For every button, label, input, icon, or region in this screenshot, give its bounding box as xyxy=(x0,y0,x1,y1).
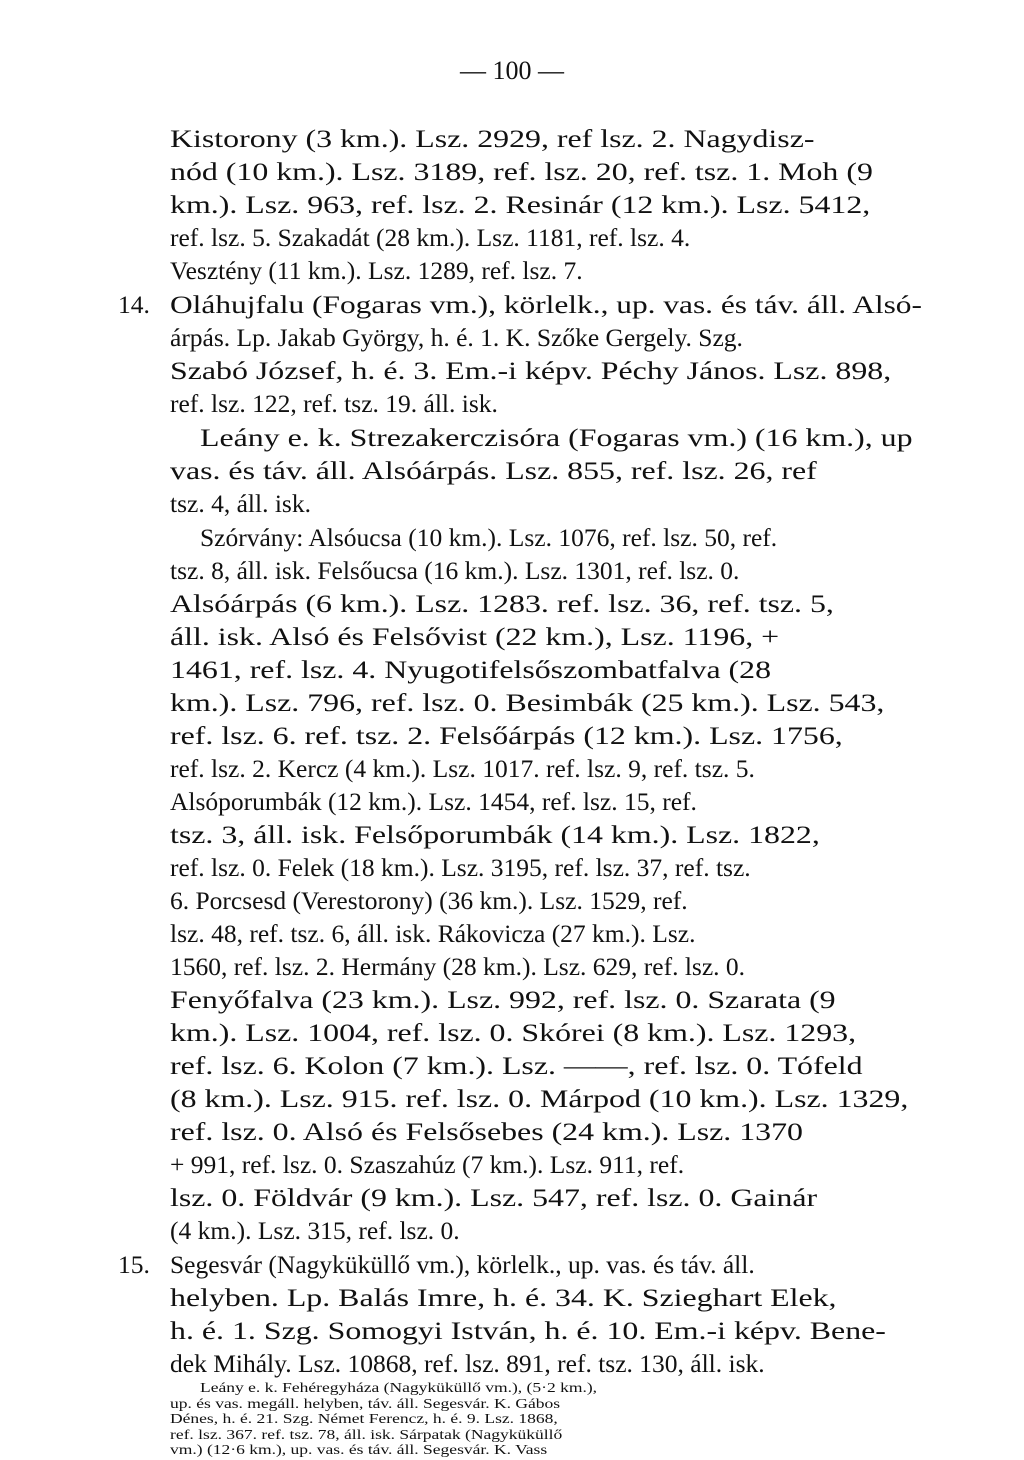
text-line: Szabó József, h. é. 3. Em.-i képv. Péchy János. Lsz. 898, xyxy=(170,356,892,385)
text-line: 6. Porcsesd (Verestorony) (36 km.). Lsz. 1529, ref. xyxy=(170,886,688,915)
text-line: Fenyőfalva (23 km.). Lsz. 992, ref. lsz. 0. Szarata (9 xyxy=(170,985,836,1014)
entry-number: 15. xyxy=(118,1250,150,1279)
text-line: Dénes, h. é. 21. Szg. Német Ferencz, h. é. 9. Lsz. 1868, xyxy=(170,1412,558,1428)
text-line: ref. lsz. 367. ref. tsz. 78, áll. isk. Sárpatak (Nagyküküllő xyxy=(170,1427,563,1443)
text-line: lsz. 0. Földvár (9 km.). Lsz. 547, ref. lsz. 0. Gainár xyxy=(170,1183,818,1212)
text-line: Szórvány: Alsóucsa (10 km.). Lsz. 1076, ref. lsz. 50, ref. xyxy=(200,523,778,552)
text-line: ref. lsz. 5. Szakadát (28 km.). Lsz. 1181, ref. lsz. 4. xyxy=(170,223,691,252)
text-line: Leány e. k. Strezakerczisóra (Fogaras vm.) (16 km.), up xyxy=(200,423,913,452)
text-line: ref. lsz. 0. Alsó és Felsősebes (24 km.). Lsz. 1370 xyxy=(170,1117,803,1146)
text-line: Segesvár (Nagyküküllő vm.), körlelk., up. vas. és táv. áll. xyxy=(170,1250,755,1279)
text-line: + 991, ref. lsz. 0. Szaszahúz (7 km.). Lsz. 911, ref. xyxy=(170,1150,685,1179)
text-line: 1560, ref. lsz. 2. Hermány (28 km.). Lsz. 629, ref. lsz. 0. xyxy=(170,952,746,981)
text-line: lsz. 48, ref. tsz. 6, áll. isk. Rákovicza (27 km.). Lsz. xyxy=(170,919,696,948)
text-line: tsz. 4, áll. isk. xyxy=(170,489,311,518)
text-line: Leány e. k. Fehéregyháza (Nagyküküllő vm.), (5·2 km.), xyxy=(200,1381,598,1396)
text-line: ref. lsz. 122, ref. tsz. 19. áll. isk. xyxy=(170,389,498,418)
text-line: tsz. 8, áll. isk. Felsőucsa (16 km.). Lsz. 1301, ref. lsz. 0. xyxy=(170,556,740,585)
text-line: nód (10 km.). Lsz. 3189, ref. lsz. 20, ref. tsz. 1. Moh (9 xyxy=(170,157,873,186)
text-line: ref. lsz. 6. Kolon (7 km.). Lsz. ——, ref. lsz. 0. Tófeld xyxy=(170,1051,863,1080)
text-line: áll. isk. Alsó és Felsővist (22 km.), Lsz. 1196, + xyxy=(170,622,780,651)
text-line: (4 km.). Lsz. 315, ref. lsz. 0. xyxy=(170,1216,460,1245)
text-line: dek Mihály. Lsz. 10868, ref. lsz. 891, ref. tsz. 130, áll. isk. xyxy=(170,1349,765,1378)
text-line: Vesztény (11 km.). Lsz. 1289, ref. lsz. 7. xyxy=(170,256,583,285)
text-line: Alsóporumbák (12 km.). Lsz. 1454, ref. lsz. 15, ref. xyxy=(170,787,697,816)
text-line: Alsóárpás (6 km.). Lsz. 1283. ref. lsz. 36, ref. tsz. 5, xyxy=(170,589,834,618)
page-number: — 100 — xyxy=(460,56,564,85)
text-line: km.). Lsz. 796, ref. lsz. 0. Besimbák (25 km.). Lsz. 543, xyxy=(170,688,885,717)
text-line: h. é. 1. Szg. Somogyi István, h. é. 10. Em.-i képv. Bene- xyxy=(170,1316,886,1345)
text-line: tsz. 3, áll. isk. Felsőporumbák (14 km.). Lsz. 1822, xyxy=(170,820,820,849)
text-line: Kistorony (3 km.). Lsz. 2929, ref lsz. 2. Nagydisz- xyxy=(170,124,815,153)
text-line: km.). Lsz. 1004, ref. lsz. 0. Skórei (8 km.). Lsz. 1293, xyxy=(170,1018,857,1047)
text-line: helyben. Lp. Balás Imre, h. é. 34. K. Szieghart Elek, xyxy=(170,1283,837,1312)
text-line: Oláhujfalu (Fogaras vm.), körlelk., up. vas. és táv. áll. Alsó- xyxy=(170,290,922,319)
text-line: km.). Lsz. 963, ref. lsz. 2. Resinár (12 km.). Lsz. 5412, xyxy=(170,190,871,219)
text-line: up. és vas. megáll. helyben, táv. áll. Segesvár. K. Gábos xyxy=(170,1396,561,1412)
text-line: ref. lsz. 2. Kercz (4 km.). Lsz. 1017. ref. lsz. 9, ref. tsz. 5. xyxy=(170,754,755,783)
text-line: (8 km.). Lsz. 915. ref. lsz. 0. Márpod (10 km.). Lsz. 1329, xyxy=(170,1084,909,1113)
entry-number: 14. xyxy=(118,290,150,319)
text-line: vm.) (12·6 km.), up. vas. és táv. áll. Segesvár. K. Vass xyxy=(170,1443,548,1459)
text-line: árpás. Lp. Jakab György, h. é. 1. K. Szőke Gergely. Szg. xyxy=(170,323,743,352)
text-line: ref. lsz. 6. ref. tsz. 2. Felsőárpás (12 km.). Lsz. 1756, xyxy=(170,721,843,750)
text-line: 1461, ref. lsz. 4. Nyugotifelsőszombatfalva (28 xyxy=(170,655,772,684)
text-line: ref. lsz. 0. Felek (18 km.). Lsz. 3195, ref. lsz. 37, ref. tsz. xyxy=(170,853,751,882)
text-line: vas. és táv. áll. Alsóárpás. Lsz. 855, ref. lsz. 26, ref xyxy=(170,456,817,485)
